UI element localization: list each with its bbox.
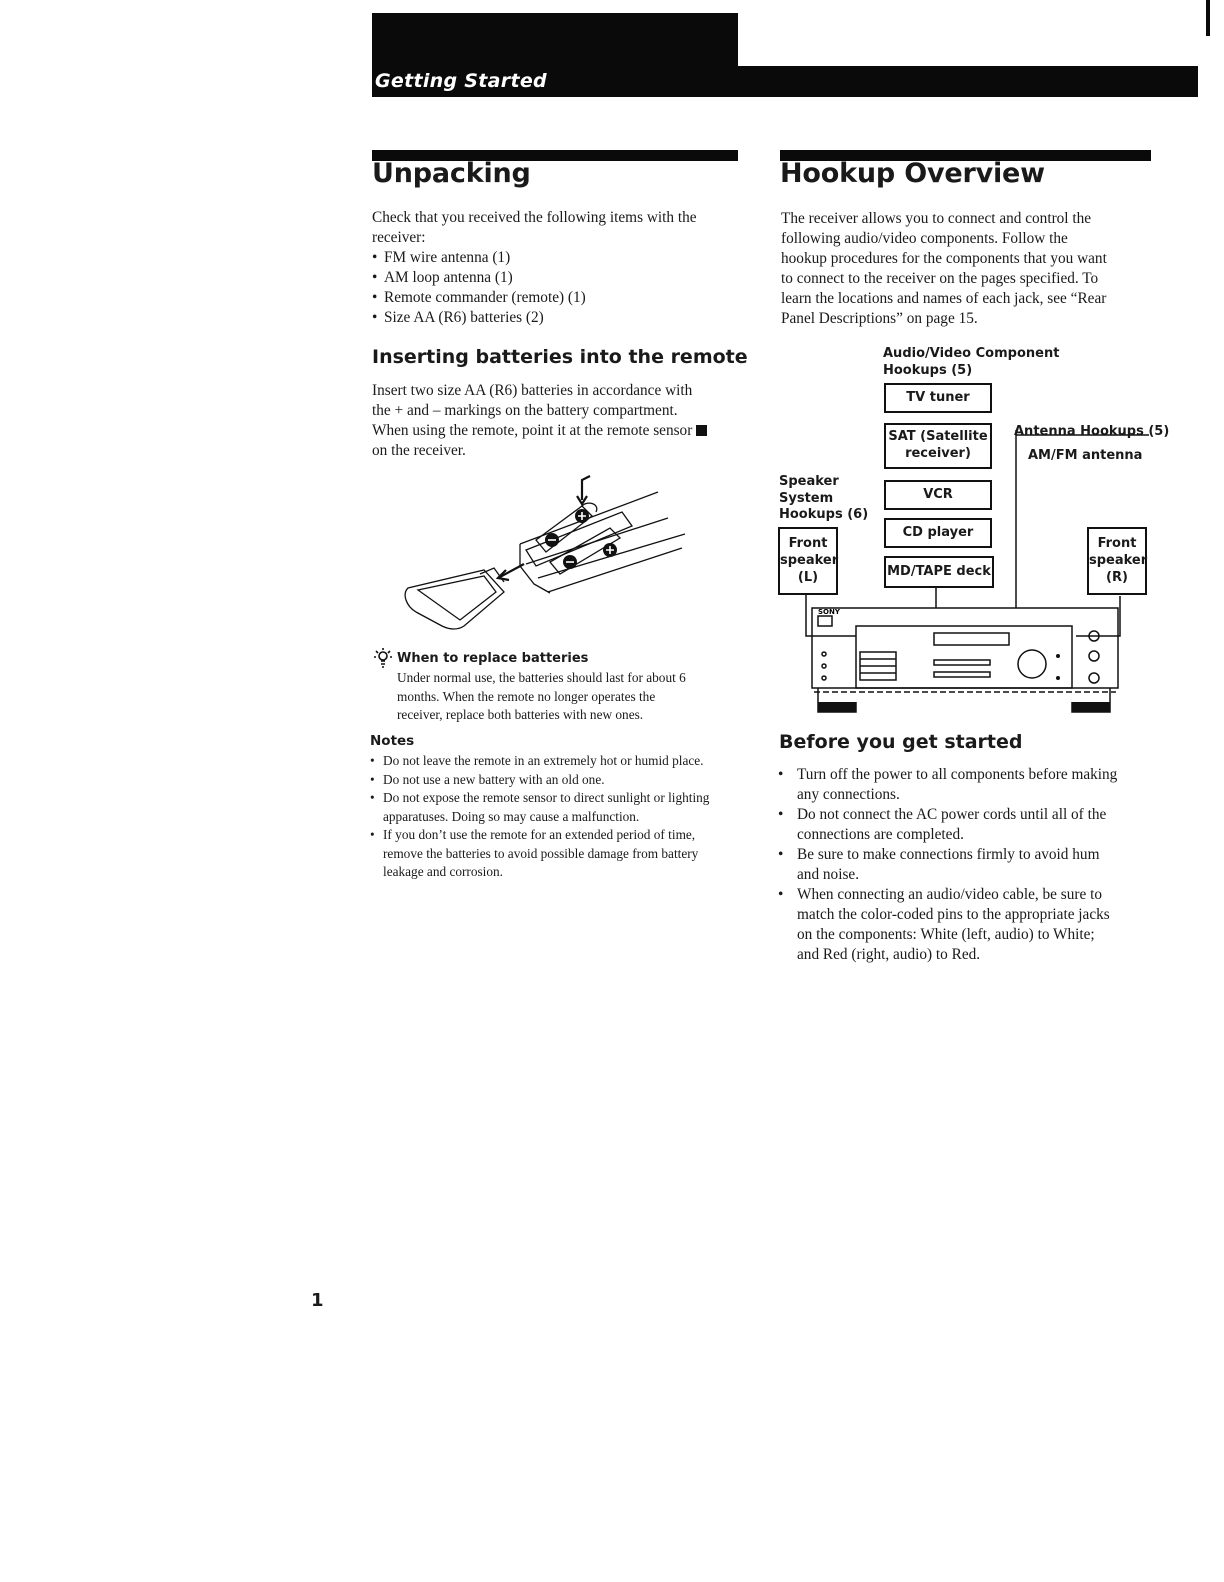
front-speaker-right-box: Front speaker (R) (1087, 527, 1147, 595)
front-speaker-left-box: Front speaker (L) (778, 527, 838, 595)
list-item: • Turn off the power to all components before making any connections. (778, 765, 1150, 805)
av-hookups-label: Audio/Video Component Hookups (5) (883, 346, 1060, 378)
section-title: Getting Started (375, 70, 547, 92)
speaker-hookups-label: Speaker System Hookups (6) (779, 474, 869, 522)
list-item: • Do not use a new battery with an old one. (370, 771, 738, 790)
list-item: • Remote commander (remote) (1) (372, 288, 732, 308)
unpacking-intro: Check that you received the following items with the receiver: (372, 209, 697, 246)
brand-logo: SONY (818, 608, 840, 616)
remote-sensor-icon (696, 425, 707, 436)
list-item: • Size AA (R6) batteries (2) (372, 308, 732, 328)
list-item: • If you don’t use the remote for an extended period of time, remove the batteries to avoid possible damage from battery leakage and corrosion. (370, 826, 738, 882)
list-item: • AM loop antenna (1) (372, 268, 732, 288)
list-item: • Do not expose the remote sensor to direct sunlight or lighting apparatuses. Doing so may cause a malfunction. (370, 789, 738, 826)
edge-mark (1206, 0, 1210, 36)
unpacking-title: Unpacking (372, 158, 531, 189)
page-number: 1 (311, 1290, 324, 1311)
before-title: Before you get started (779, 731, 1023, 753)
before-list (778, 765, 1150, 965)
list-item: • When connecting an audio/video cable, be sure to match the color-coded pins to the appropriate jacks on the components: White (left, audio) to White; and Red (right, audio) to Red. (778, 885, 1150, 965)
notes-title: Notes (370, 733, 415, 749)
tip-title: When to replace batteries (397, 651, 589, 666)
am-fm-antenna-label: AM/FM antenna (1028, 448, 1143, 463)
list-item: • Be sure to make connections firmly to avoid hum and noise. (778, 845, 1150, 885)
list-item: • Do not connect the AC power cords until all of the connections are completed. (778, 805, 1150, 845)
list-item: • Do not leave the remote in an extremely hot or humid place. (370, 752, 738, 771)
tip-lightbulb-icon (372, 646, 394, 670)
cd-player-box: CD player (884, 518, 992, 548)
sat-receiver-box: SAT (Satellite receiver) (884, 423, 992, 469)
tv-tuner-box: TV tuner (884, 383, 992, 413)
antenna-hookups-label: Antenna Hookups (5) (1014, 424, 1170, 439)
batteries-title: Inserting batteries into the remote (372, 346, 748, 368)
list-item: • FM wire antenna (1) (372, 248, 732, 268)
tip-text: Under normal use, the batteries should last for about 6 months. When the remote no longer operates the receiver, replace both batteries with new ones. (397, 670, 686, 722)
notes-list (370, 752, 738, 882)
unpacking-list (372, 248, 732, 328)
hookup-title: Hookup Overview (780, 158, 1045, 189)
vcr-box: VCR (884, 480, 992, 510)
batteries-text: Insert two size AA (R6) batteries in accordance with the + and – markings on the battery compartment. When using the remote, point it at the remote sensor on the receiver. (372, 381, 742, 461)
md-tape-deck-box: MD/TAPE deck (884, 556, 994, 588)
remote-battery-illustration (400, 466, 700, 642)
hookup-text: The receiver allows you to connect and control the following audio/video components. Follow the hookup procedures for the components that you want to connect to the receiver on the pages specified. To learn the locations and names of each jack, see “Rear Panel Descriptions” on page 15. (781, 210, 1107, 327)
